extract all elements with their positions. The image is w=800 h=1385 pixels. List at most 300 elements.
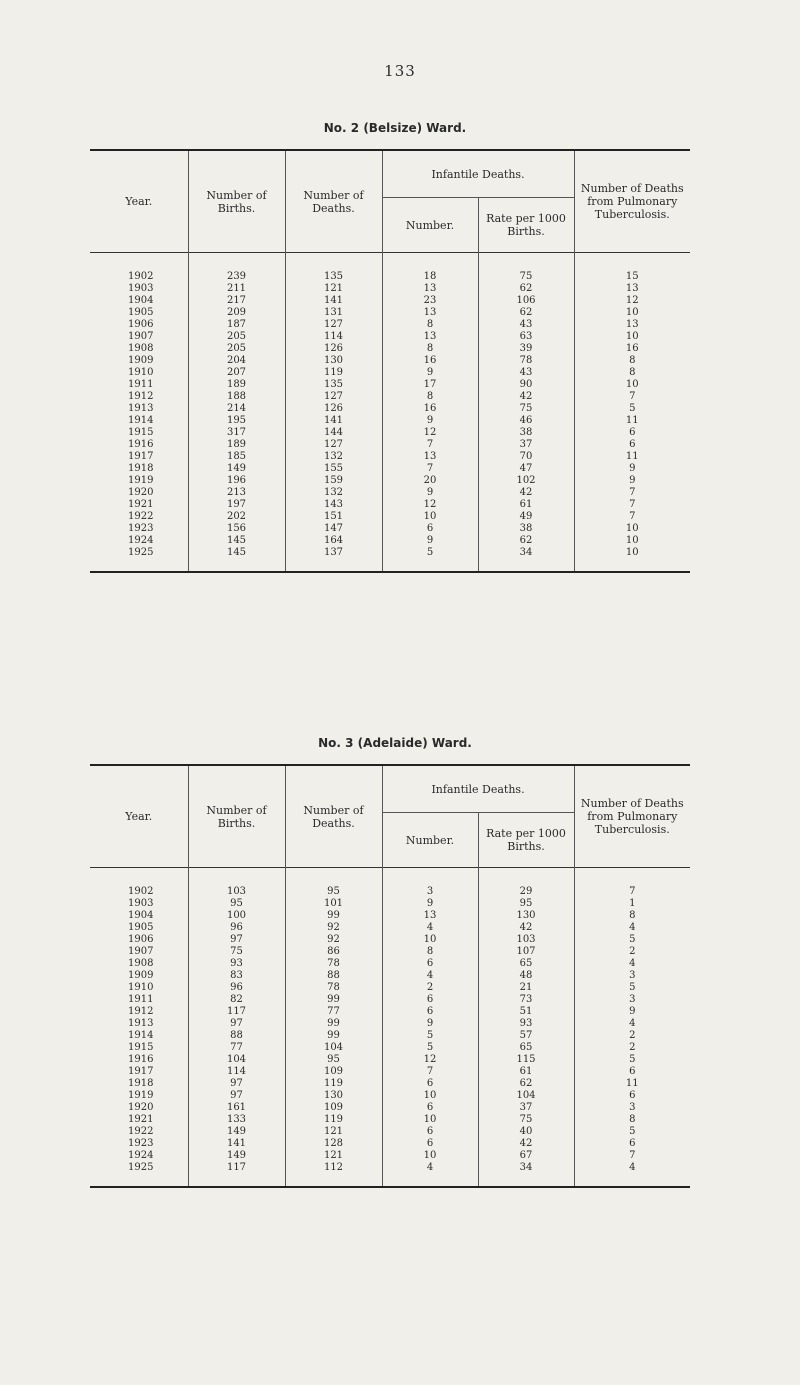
table-row <box>90 946 690 958</box>
cell-deaths: 109 <box>285 1066 382 1078</box>
cell-births: 97 <box>188 1018 285 1030</box>
cell-deaths: 127 <box>285 439 382 451</box>
cell-deaths: 132 <box>285 451 382 463</box>
table-row <box>90 934 690 946</box>
cell-infantile-rate: 43 <box>478 319 574 331</box>
header-births: Number of Births. <box>188 765 285 868</box>
cell-infantile-rate: 42 <box>478 1138 574 1150</box>
cell-births: 77 <box>188 1042 285 1054</box>
cell-births: 156 <box>188 523 285 535</box>
cell-births: 145 <box>188 547 285 572</box>
cell-deaths: 126 <box>285 343 382 355</box>
table-row <box>90 547 690 572</box>
cell-tuberculosis: 10 <box>625 307 639 318</box>
cell-year: 1923 <box>90 1138 188 1150</box>
cell-tuberculosis: 10 <box>625 379 639 390</box>
cell-deaths: 119 <box>285 1078 382 1090</box>
cell-infantile-rate: 106 <box>478 295 574 307</box>
cell-tuberculosis: 6 <box>629 1138 636 1149</box>
cell-year: 1916 <box>90 1054 188 1066</box>
cell-deaths: 128 <box>285 1138 382 1150</box>
table-row <box>90 1162 690 1187</box>
cell-infantile-rate: 40 <box>478 1126 574 1138</box>
table-row <box>90 295 690 307</box>
cell-year: 1919 <box>90 475 188 487</box>
cell-infantile-number: 12 <box>382 1054 478 1066</box>
cell-year: 1913 <box>90 403 188 415</box>
cell-infantile-number: 10 <box>382 1150 478 1162</box>
cell-infantile-number: 20 <box>382 475 478 487</box>
cell-deaths: 92 <box>285 934 382 946</box>
cell-infantile-number: 6 <box>382 958 478 970</box>
cell-year: 1915 <box>90 1042 188 1054</box>
cell-tuberculosis: 9 <box>629 463 636 474</box>
table-row <box>90 355 690 367</box>
cell-births: 188 <box>188 391 285 403</box>
cell-infantile-rate: 62 <box>478 535 574 547</box>
cell-deaths: 99 <box>285 910 382 922</box>
cell-infantile-number: 12 <box>382 427 478 439</box>
cell-year: 1925 <box>90 547 188 572</box>
cell-year: 1917 <box>90 451 188 463</box>
cell-tuberculosis: 7 <box>629 1150 636 1161</box>
table-row <box>90 499 690 511</box>
cell-year: 1907 <box>90 331 188 343</box>
cell-tuberculosis: 6 <box>629 1066 636 1077</box>
cell-infantile-number: 6 <box>382 1006 478 1018</box>
cell-infantile-number: 5 <box>382 1042 478 1054</box>
cell-year: 1920 <box>90 487 188 499</box>
cell-tuberculosis: 5 <box>629 982 636 993</box>
cell-deaths: 121 <box>285 283 382 295</box>
cell-year: 1917 <box>90 1066 188 1078</box>
cell-deaths: 114 <box>285 331 382 343</box>
cell-births: 149 <box>188 463 285 475</box>
cell-deaths: 127 <box>285 391 382 403</box>
table-row <box>90 511 690 523</box>
cell-infantile-number: 17 <box>382 379 478 391</box>
cell-deaths: 78 <box>285 982 382 994</box>
cell-infantile-rate: 42 <box>478 487 574 499</box>
cell-infantile-number: 3 <box>382 868 478 899</box>
table-row <box>90 970 690 982</box>
table-row <box>90 403 690 415</box>
cell-births: 205 <box>188 331 285 343</box>
table-row <box>90 910 690 922</box>
cell-infantile-rate: 34 <box>478 1162 574 1187</box>
cell-tuberculosis: 3 <box>629 1102 636 1113</box>
cell-births: 189 <box>188 379 285 391</box>
cell-births: 196 <box>188 475 285 487</box>
cell-tuberculosis: 1 <box>629 898 636 909</box>
cell-tuberculosis: 2 <box>629 1030 636 1041</box>
table-row <box>90 898 690 910</box>
cell-infantile-rate: 47 <box>478 463 574 475</box>
cell-year: 1914 <box>90 1030 188 1042</box>
cell-infantile-number: 7 <box>382 1066 478 1078</box>
cell-year: 1911 <box>90 379 188 391</box>
ward-table-body <box>90 868 690 1188</box>
cell-infantile-rate: 70 <box>478 451 574 463</box>
cell-tuberculosis: 4 <box>629 922 636 933</box>
adelaide-ward-section <box>90 736 690 1188</box>
cell-deaths: 99 <box>285 1018 382 1030</box>
cell-deaths: 151 <box>285 511 382 523</box>
cell-infantile-number: 10 <box>382 1090 478 1102</box>
cell-deaths: 101 <box>285 898 382 910</box>
cell-births: 197 <box>188 499 285 511</box>
cell-deaths: 86 <box>285 946 382 958</box>
cell-infantile-rate: 42 <box>478 922 574 934</box>
header-infantile-deaths: Infantile Deaths. <box>382 150 574 198</box>
cell-year: 1916 <box>90 439 188 451</box>
cell-deaths: 141 <box>285 415 382 427</box>
header-tuberculosis: Number of Deaths from Pulmonary Tuberculosis. <box>580 797 684 836</box>
table-row <box>90 379 690 391</box>
cell-births: 83 <box>188 970 285 982</box>
table-row <box>90 1066 690 1078</box>
cell-tuberculosis: 6 <box>629 439 636 450</box>
table-row <box>90 1114 690 1126</box>
cell-infantile-rate: 46 <box>478 415 574 427</box>
cell-births: 100 <box>188 910 285 922</box>
table-row <box>90 475 690 487</box>
table-row <box>90 463 690 475</box>
cell-year: 1904 <box>90 295 188 307</box>
table-row <box>90 1030 690 1042</box>
cell-infantile-rate: 61 <box>478 499 574 511</box>
cell-tuberculosis: 7 <box>629 487 636 498</box>
cell-infantile-rate: 75 <box>478 253 574 284</box>
cell-infantile-number: 2 <box>382 982 478 994</box>
cell-deaths: 141 <box>285 295 382 307</box>
cell-infantile-number: 9 <box>382 415 478 427</box>
cell-deaths: 143 <box>285 499 382 511</box>
ward-table <box>90 764 690 1188</box>
cell-infantile-number: 13 <box>382 451 478 463</box>
cell-year: 1914 <box>90 415 188 427</box>
table-row <box>90 427 690 439</box>
cell-infantile-number: 7 <box>382 463 478 475</box>
cell-infantile-rate: 130 <box>478 910 574 922</box>
cell-infantile-rate: 63 <box>478 331 574 343</box>
cell-infantile-number: 13 <box>382 283 478 295</box>
cell-infantile-rate: 103 <box>478 934 574 946</box>
table-row <box>90 958 690 970</box>
cell-tuberculosis: 8 <box>629 1114 636 1125</box>
table-row <box>90 523 690 535</box>
cell-deaths: 99 <box>285 1030 382 1042</box>
cell-infantile-number: 10 <box>382 934 478 946</box>
table-row <box>90 307 690 319</box>
cell-tuberculosis: 5 <box>629 403 636 414</box>
cell-births: 161 <box>188 1102 285 1114</box>
header-deaths: Number of Deaths. <box>285 765 382 868</box>
cell-tuberculosis: 7 <box>629 511 636 522</box>
cell-year: 1908 <box>90 343 188 355</box>
table-row <box>90 1006 690 1018</box>
cell-births: 97 <box>188 934 285 946</box>
cell-infantile-number: 9 <box>382 367 478 379</box>
cell-births: 209 <box>188 307 285 319</box>
cell-infantile-number: 5 <box>382 547 478 572</box>
ward-table-body <box>90 253 690 573</box>
cell-deaths: 147 <box>285 523 382 535</box>
cell-infantile-number: 8 <box>382 319 478 331</box>
cell-deaths: 88 <box>285 970 382 982</box>
header-infantile-deaths: Infantile Deaths. <box>382 765 574 813</box>
cell-births: 75 <box>188 946 285 958</box>
cell-deaths: 135 <box>285 379 382 391</box>
cell-year: 1912 <box>90 391 188 403</box>
header-deaths: Number of Deaths. <box>285 150 382 253</box>
cell-births: 185 <box>188 451 285 463</box>
cell-infantile-rate: 37 <box>478 439 574 451</box>
cell-deaths: 127 <box>285 319 382 331</box>
cell-year: 1902 <box>90 868 188 899</box>
cell-tuberculosis: 6 <box>629 427 636 438</box>
header-tuberculosis: Number of Deaths from Pulmonary Tuberculosis. <box>580 182 684 221</box>
cell-tuberculosis: 10 <box>625 331 639 342</box>
table-row <box>90 1042 690 1054</box>
cell-births: 141 <box>188 1138 285 1150</box>
header-year: Year. <box>90 765 188 868</box>
cell-infantile-number: 5 <box>382 1030 478 1042</box>
ward-title: No. 2 (Belsize) Ward. <box>323 121 467 135</box>
cell-tuberculosis: 3 <box>629 994 636 1005</box>
table-row <box>90 391 690 403</box>
table-row <box>90 1078 690 1090</box>
cell-births: 189 <box>188 439 285 451</box>
cell-infantile-rate: 75 <box>478 403 574 415</box>
cell-births: 195 <box>188 415 285 427</box>
cell-births: 213 <box>188 487 285 499</box>
cell-tuberculosis: 13 <box>625 319 639 330</box>
cell-tuberculosis: 4 <box>629 1018 636 1029</box>
table-row <box>90 319 690 331</box>
cell-tuberculosis: 5 <box>629 1126 636 1137</box>
cell-infantile-rate: 38 <box>478 427 574 439</box>
cell-infantile-number: 7 <box>382 439 478 451</box>
cell-infantile-rate: 65 <box>478 1042 574 1054</box>
cell-tuberculosis: 2 <box>629 1042 636 1053</box>
cell-tuberculosis: 5 <box>629 934 636 945</box>
cell-tuberculosis: 6 <box>629 1090 636 1101</box>
cell-year: 1918 <box>90 1078 188 1090</box>
cell-infantile-number: 4 <box>382 1162 478 1187</box>
cell-year: 1924 <box>90 535 188 547</box>
cell-infantile-rate: 21 <box>478 982 574 994</box>
cell-births: 82 <box>188 994 285 1006</box>
cell-infantile-number: 9 <box>382 898 478 910</box>
cell-births: 207 <box>188 367 285 379</box>
cell-infantile-rate: 67 <box>478 1150 574 1162</box>
cell-deaths: 155 <box>285 463 382 475</box>
cell-deaths: 121 <box>285 1126 382 1138</box>
cell-deaths: 144 <box>285 427 382 439</box>
cell-infantile-number: 6 <box>382 994 478 1006</box>
cell-infantile-rate: 102 <box>478 475 574 487</box>
cell-births: 149 <box>188 1126 285 1138</box>
cell-year: 1919 <box>90 1090 188 1102</box>
cell-tuberculosis: 3 <box>629 970 636 981</box>
cell-year: 1913 <box>90 1018 188 1030</box>
cell-infantile-number: 13 <box>382 331 478 343</box>
cell-tuberculosis: 11 <box>625 1078 639 1089</box>
cell-tuberculosis: 5 <box>629 1054 636 1065</box>
cell-tuberculosis: 4 <box>629 1162 636 1173</box>
cell-infantile-number: 16 <box>382 355 478 367</box>
cell-infantile-number: 8 <box>382 946 478 958</box>
cell-infantile-number: 6 <box>382 1126 478 1138</box>
table-row <box>90 343 690 355</box>
cell-infantile-rate: 75 <box>478 1114 574 1126</box>
cell-year: 1902 <box>90 253 188 284</box>
table-row <box>90 1054 690 1066</box>
cell-year: 1904 <box>90 910 188 922</box>
cell-infantile-rate: 42 <box>478 391 574 403</box>
cell-infantile-number: 6 <box>382 1102 478 1114</box>
cell-tuberculosis: 11 <box>625 451 639 462</box>
cell-births: 93 <box>188 958 285 970</box>
cell-year: 1918 <box>90 463 188 475</box>
cell-infantile-rate: 93 <box>478 1018 574 1030</box>
cell-deaths: 112 <box>285 1162 382 1187</box>
cell-births: 95 <box>188 898 285 910</box>
cell-deaths: 109 <box>285 1102 382 1114</box>
ward-title: No. 3 (Adelaide) Ward. <box>318 736 472 750</box>
cell-infantile-rate: 90 <box>478 379 574 391</box>
cell-infantile-rate: 51 <box>478 1006 574 1018</box>
table-row <box>90 415 690 427</box>
cell-infantile-number: 4 <box>382 922 478 934</box>
cell-deaths: 130 <box>285 355 382 367</box>
cell-infantile-rate: 34 <box>478 547 574 572</box>
cell-tuberculosis: 10 <box>625 535 639 546</box>
table-row <box>90 451 690 463</box>
cell-year: 1906 <box>90 319 188 331</box>
cell-deaths: 159 <box>285 475 382 487</box>
header-infantile-rate: Rate per 1000 Births. <box>478 813 574 868</box>
cell-infantile-rate: 48 <box>478 970 574 982</box>
page-number: 133 <box>384 62 416 80</box>
cell-births: 317 <box>188 427 285 439</box>
cell-infantile-number: 6 <box>382 1138 478 1150</box>
cell-deaths: 126 <box>285 403 382 415</box>
cell-infantile-rate: 95 <box>478 898 574 910</box>
cell-deaths: 77 <box>285 1006 382 1018</box>
cell-infantile-rate: 62 <box>478 283 574 295</box>
cell-infantile-rate: 78 <box>478 355 574 367</box>
cell-births: 133 <box>188 1114 285 1126</box>
cell-year: 1910 <box>90 367 188 379</box>
cell-tuberculosis: 8 <box>629 355 636 366</box>
cell-births: 88 <box>188 1030 285 1042</box>
cell-births: 205 <box>188 343 285 355</box>
cell-infantile-rate: 115 <box>478 1054 574 1066</box>
cell-infantile-rate: 62 <box>478 1078 574 1090</box>
cell-infantile-rate: 39 <box>478 343 574 355</box>
cell-year: 1905 <box>90 307 188 319</box>
cell-tuberculosis: 13 <box>625 283 639 294</box>
cell-infantile-number: 9 <box>382 1018 478 1030</box>
cell-births: 104 <box>188 1054 285 1066</box>
cell-year: 1908 <box>90 958 188 970</box>
cell-infantile-number: 8 <box>382 391 478 403</box>
cell-births: 97 <box>188 1078 285 1090</box>
table-row <box>90 922 690 934</box>
cell-year: 1906 <box>90 934 188 946</box>
cell-births: 114 <box>188 1066 285 1078</box>
cell-deaths: 135 <box>285 253 382 284</box>
cell-births: 204 <box>188 355 285 367</box>
table-row <box>90 535 690 547</box>
cell-infantile-number: 8 <box>382 343 478 355</box>
cell-infantile-number: 10 <box>382 1114 478 1126</box>
cell-deaths: 104 <box>285 1042 382 1054</box>
cell-tuberculosis: 15 <box>625 271 639 282</box>
cell-year: 1922 <box>90 1126 188 1138</box>
cell-births: 149 <box>188 1150 285 1162</box>
cell-infantile-number: 9 <box>382 487 478 499</box>
cell-infantile-number: 12 <box>382 499 478 511</box>
cell-deaths: 119 <box>285 1114 382 1126</box>
cell-year: 1909 <box>90 355 188 367</box>
table-row <box>90 982 690 994</box>
cell-deaths: 99 <box>285 994 382 1006</box>
cell-deaths: 95 <box>285 868 382 899</box>
cell-tuberculosis: 12 <box>625 295 639 306</box>
cell-infantile-rate: 49 <box>478 511 574 523</box>
cell-births: 145 <box>188 535 285 547</box>
cell-deaths: 78 <box>285 958 382 970</box>
cell-deaths: 137 <box>285 547 382 572</box>
cell-infantile-rate: 43 <box>478 367 574 379</box>
cell-infantile-rate: 107 <box>478 946 574 958</box>
cell-deaths: 130 <box>285 1090 382 1102</box>
cell-year: 1924 <box>90 1150 188 1162</box>
cell-year: 1921 <box>90 1114 188 1126</box>
cell-infantile-rate: 57 <box>478 1030 574 1042</box>
cell-births: 97 <box>188 1090 285 1102</box>
cell-infantile-number: 4 <box>382 970 478 982</box>
table-row <box>90 487 690 499</box>
cell-year: 1923 <box>90 523 188 535</box>
cell-tuberculosis: 7 <box>629 499 636 510</box>
cell-infantile-number: 13 <box>382 307 478 319</box>
cell-infantile-rate: 65 <box>478 958 574 970</box>
cell-births: 211 <box>188 283 285 295</box>
cell-births: 117 <box>188 1162 285 1187</box>
cell-infantile-rate: 62 <box>478 307 574 319</box>
table-row <box>90 868 690 899</box>
cell-tuberculosis: 10 <box>625 523 639 534</box>
table-row <box>90 1018 690 1030</box>
header-infantile-number: Number. <box>382 813 478 868</box>
cell-births: 214 <box>188 403 285 415</box>
cell-deaths: 132 <box>285 487 382 499</box>
cell-tuberculosis: 10 <box>625 547 639 558</box>
cell-tuberculosis: 7 <box>629 391 636 402</box>
cell-infantile-number: 18 <box>382 253 478 284</box>
cell-births: 96 <box>188 922 285 934</box>
table-row <box>90 253 690 284</box>
cell-infantile-rate: 38 <box>478 523 574 535</box>
cell-births: 103 <box>188 868 285 899</box>
header-year: Year. <box>90 150 188 253</box>
cell-tuberculosis: 7 <box>629 886 636 897</box>
cell-infantile-rate: 61 <box>478 1066 574 1078</box>
